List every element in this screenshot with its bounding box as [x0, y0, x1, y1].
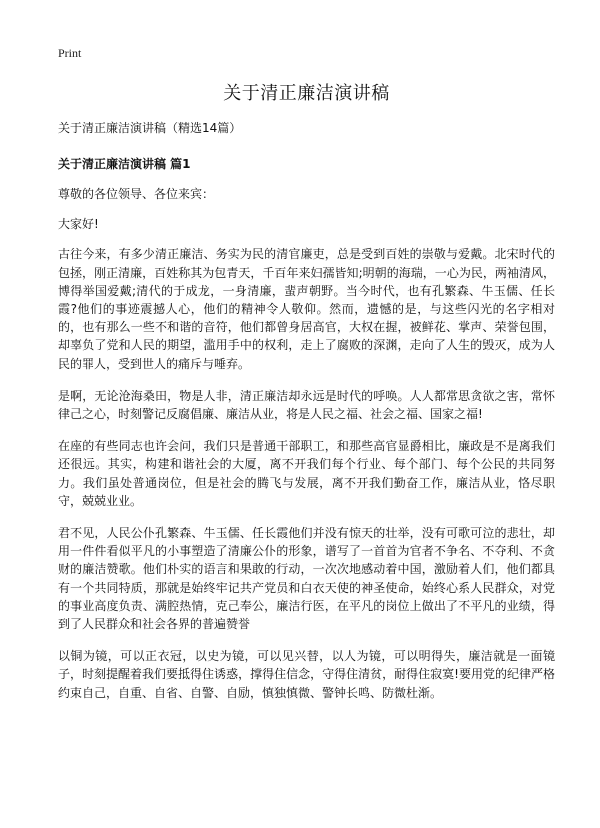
section-heading: 关于清正廉洁演讲稿 篇1 — [58, 157, 191, 171]
document-body — [58, 119, 555, 716]
body-paragraph: 以铜为镜，可以正衣冠，以史为镜，可以见兴替，以人为镜，可以明得失，廉洁就是一面镜子，时刻提醒着我们要抵得住诱惑，撑得住信念，守得住清贫，耐得住寂寞!要用党的纪律严格约束自己，自重、自省、自警、自励，慎独慎微、警钟长鸣、防微杜渐。 — [58, 649, 555, 700]
page-title: 关于清正廉洁演讲稿 — [223, 83, 390, 104]
body-paragraph: 古往今来，有多少清正廉洁、务实为民的清官廉吏，总是受到百姓的崇敬与爱戴。北宋时代的包拯，刚正清廉，百姓称其为包青天，千百年来妇孺皆知;明朝的海瑞，一心为民，两袖清风，博得举国爱戴;清代的于成龙，一身清廉，蜚声朝野。当今时代，也有孔繁森、牛玉儒、任长霞?他们的事迹震撼人心，他们的精神令人敬仰。然而，遗憾的是，与这些闪光的名字相对的，也有那么一些不和谐的音符，他们都曾身居高官，大权在握，被鲜花、掌声、荣誉包围，却辜负了党和人民的期望，滥用手中的权利，走上了腐败的深渊，走向了人生的毁灭，成为人民的罪人，受到世人的痛斥与唾弃。 — [58, 247, 555, 371]
document-subtitle: 关于清正廉洁演讲稿（精选14篇） — [58, 121, 242, 135]
body-paragraph: 是啊，无论沧海桑田，物是人非，清正廉洁却永远是时代的呼唤。人人都常思贪欲之害，常怀律己之心，时刻警记反腐倡廉、廉洁从业，将是人民之福、社会之福、国家之福! — [58, 388, 555, 422]
salutation-paragraph: 大家好! — [58, 217, 99, 232]
body-paragraph: 君不见，人民公仆孔繁森、牛玉儒、任长霞他们并没有惊天的壮举，没有可歌可泣的悲壮，却用一件件看似平凡的小事塑造了清廉公仆的形象，谱写了一首首为官者不争名、不夺利、不贪财的廉洁赞歌。他们朴实的语言和果敢的行动，一次次地感动着中国，激励着人们，他们都具有一个共同特质，那就是始终牢记共产党员和白衣天使的神圣使命，始终心系人民群众，对党的事业高度负责、满腔热情，克己奉公，廉洁行医，在平凡的岗位上做出了不平凡的业绩，得到了人民群众和社会各界的普遍赞誉 — [58, 526, 555, 632]
greeting-paragraph: 尊敬的各位领导、各位来宾： — [58, 187, 215, 201]
print-link[interactable]: Print — [58, 46, 82, 60]
body-paragraph: 在座的有些同志也许会问，我们只是普通干部职工，和那些高官显爵相比，廉政是不是离我们还很远。其实，构建和谐社会的大厦，离不开我们每个行业、每个部门、每个公民的共同努力。我们虽处普通岗位，但是社会的腾飞与发展，离不开我们勤奋工作，廉洁从业，恪尽职守，兢兢业业。 — [58, 439, 555, 508]
